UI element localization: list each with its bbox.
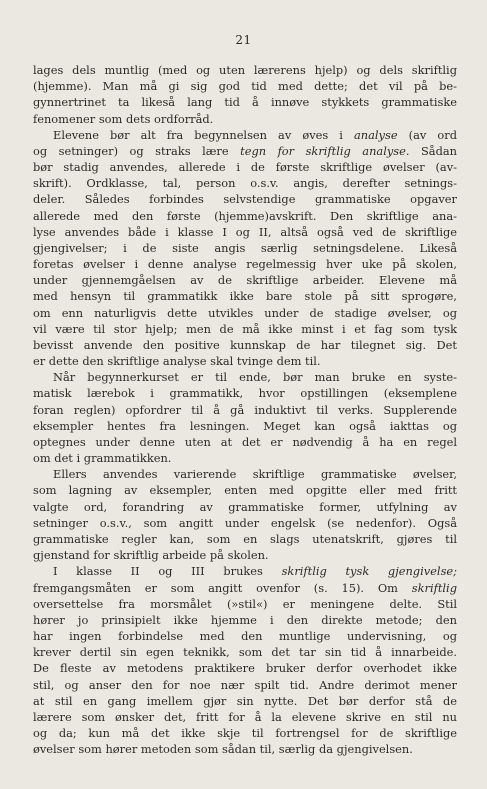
text-line: valgte ord, forandring av grammatiske former, utfylning av	[33, 499, 457, 514]
text-line: vil være til stor hjelp; men de må ikke minst i et fag som tysk	[33, 321, 457, 336]
text-line: og da; kun må det ikke skje til fortrengsel for de skriftlige	[33, 726, 457, 741]
text-line: stil, og anser den for noe nær spilt tid. Andre derimot mener	[33, 677, 457, 692]
text-line: grammatiske regler kan, som en slags utenatskrift, gjøres til	[33, 531, 457, 546]
text-line: om enn naturligvis dette utvikles under de stadige øvelser, og	[33, 305, 457, 320]
text-line: Ellers anvendes varierende skriftlige grammatiske øvelser,	[53, 467, 457, 482]
text-line: allerede med den første (hjemme)avskrift. Den skriftlige ana-	[33, 208, 457, 223]
text-line: lages dels muntlig (med og uten lærerens hjelp) og dels skriftlig	[33, 63, 457, 77]
text-line: bør stadig anvendes, allerede i de første skriftlige øvelser (av-	[33, 160, 457, 175]
body-text	[33, 62, 457, 757]
text-line: gynnertrinet ta likeså lang tid å innøve stykkets grammatiske	[33, 95, 457, 110]
text-line: skrift). Ordklasse, tal, person o.s.v. angis, derefter setnings-	[33, 176, 457, 191]
text-line: De fleste av metodens praktikere bruker derfor overhodet ikke	[33, 661, 457, 676]
text-line: Elevene bør alt fra begynnelsen av øves i analyse (av ord	[53, 127, 457, 142]
text-line: deler. Således forbindes selvstendige grammatiske opgaver	[33, 192, 457, 207]
text-line: lyse anvendes både i klasse I og II, altså også ved de skriftlige	[33, 224, 457, 239]
text-line: under gjennemgåelsen av de skriftlige arbeider. Elevene må	[33, 273, 457, 288]
text-line: Når begynnerkurset er til ende, bør man bruke en syste-	[53, 370, 457, 385]
text-line: gjengivelser; i de siste angis særlig setningsdelene. Likeså	[33, 240, 457, 255]
text-line: foran reglen) opfordrer til å gå induktivt til verks. Supplerende	[33, 402, 457, 417]
text-line: øvelser som hører metoden som sådan til, særlig da gjengivelsen.	[33, 742, 413, 757]
text-line: har ingen forbindelse med den muntlige undervisning, og	[33, 629, 457, 644]
text-line: setninger o.s.v., som angitt under engelsk (se nedenfor). Også	[33, 515, 457, 530]
text-line: lærere som ønsker det, fritt for å la elevene skrive en stil nu	[33, 709, 457, 724]
text-line: som lagning av eksempler, enten med opgitte eller med fritt	[33, 483, 457, 498]
text-line: I klasse II og III brukes skriftlig tysk gjengivelse;	[53, 564, 457, 579]
text-line: fenomener som dets ordforråd.	[33, 111, 214, 126]
text-line: optegnes under denne uten at det er nødvendig å ha en regel	[33, 434, 457, 449]
text-line: bevisst anvende den positive kunnskap de har tilegnet sig. Det	[33, 337, 457, 352]
text-line: (hjemme). Man må gi sig god tid med dette; det vil på be-	[33, 79, 457, 94]
text-line: foretas øvelser i denne analyse regelmessig hver uke på skolen,	[33, 257, 457, 272]
text-line: om det i grammatikken.	[33, 451, 172, 466]
text-line: krever dertil sin egen teknikk, som det tar sin tid å innarbeide.	[33, 645, 457, 660]
text-line: med hensyn til grammatikk ikke bare stole på sitt sprogøre,	[33, 289, 457, 304]
page-number: 21	[235, 33, 252, 47]
text-line: at stil en gang imellem gjør sin nytte. Det bør derfor stå de	[33, 693, 457, 708]
text-line: hører jo prinsipielt ikke hjemme i den direkte metode; den	[33, 612, 457, 627]
text-line: gjenstand for skriftlig arbeide på skolen.	[33, 548, 269, 563]
text-line: eksempler hentes fra lesningen. Meget kan også iakttas og	[33, 418, 457, 433]
text-line: matisk lærebok i grammatikk, hvor opstillingen (eksemplene	[33, 386, 457, 401]
text-line: er dette den skriftlige analyse skal tvinge dem til.	[33, 354, 321, 369]
text-line: oversettelse fra morsmålet (»stil«) er meningene delte. Stil	[33, 596, 457, 611]
text-line: og setninger) og straks lære tegn for skriftlig analyse. Sådan	[33, 143, 457, 158]
text-line: fremgangsmåten er som angitt ovenfor (s. 15). Om skriftlig	[33, 580, 457, 595]
